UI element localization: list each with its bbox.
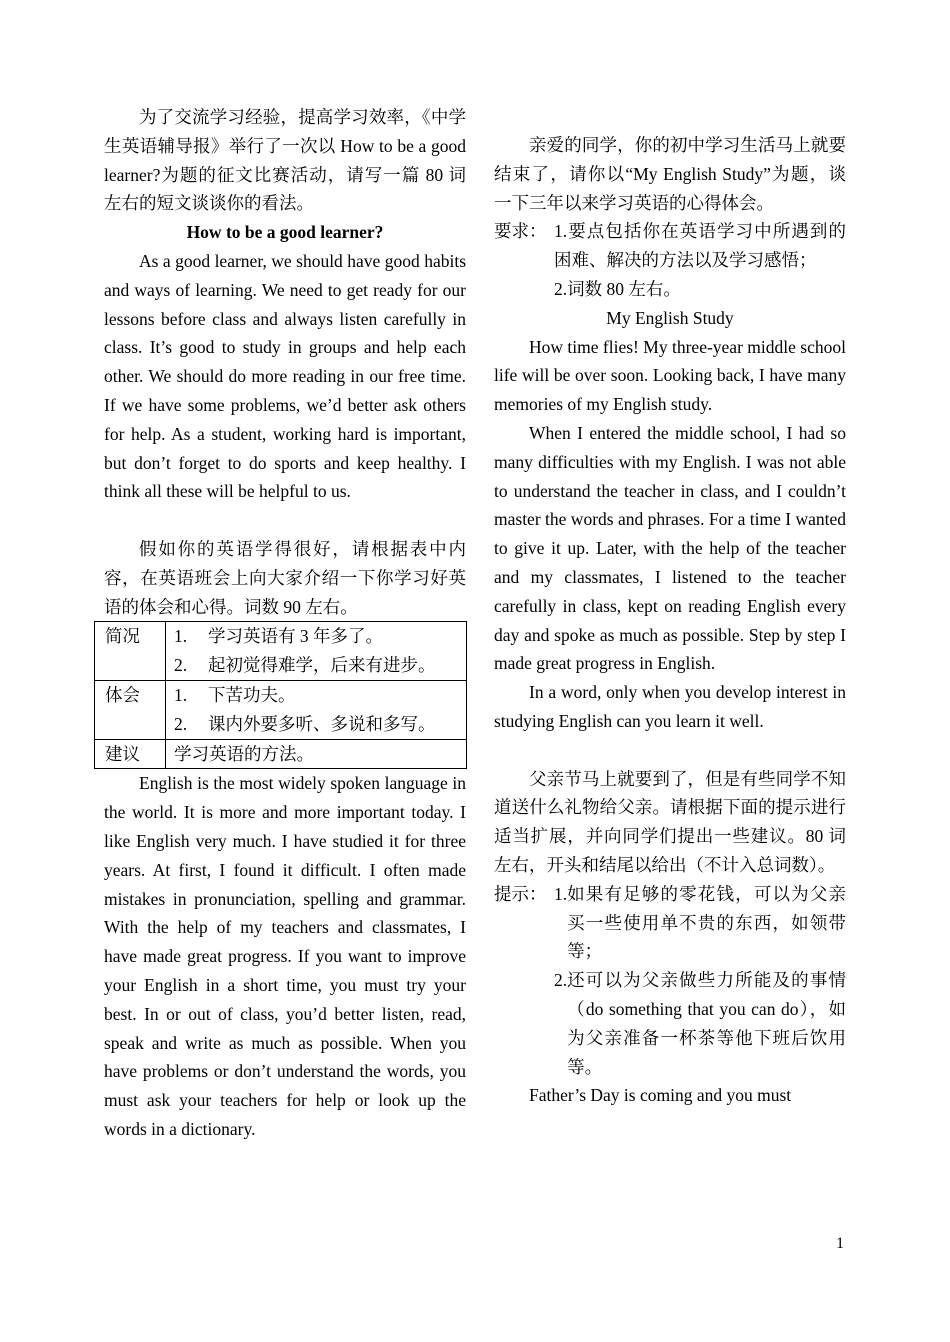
- essay-1-title: How to be a good learner?: [186, 222, 384, 243]
- table-cell: 1. 下苦功夫。 2. 课内外要多听、多说和多写。: [166, 680, 467, 739]
- prompt-2: 假如你的英语学得很好，请根据表中内容，在英语班会上向大家介绍一下你学习好英语的体会和心得。词数 90 左右。: [104, 538, 466, 617]
- table-head: 体会: [95, 680, 166, 739]
- essay-3-paragraph: How time flies! My three-year middle school life will be over soon. Looking back, I have many memories of my English study.: [494, 336, 846, 415]
- hint-item: 1. 如果有足够的零花钱，可以为父亲买一些使用单不贵的东西，如领带等；: [554, 883, 846, 962]
- table-head: 简况: [95, 622, 166, 681]
- table-row: [95, 680, 467, 739]
- hints: [494, 880, 846, 1082]
- prompt-1: 为了交流学习经验，提高学习效率，《中学生英语辅导报》举行了一次以 How to be a good learner?为题的征文比赛活动，请写一篇 80 词左右的短文谈谈你的看法。: [104, 107, 466, 214]
- page-number: 1: [836, 1235, 844, 1252]
- left-column: [104, 103, 466, 1144]
- requirement-item: 1.要点包括你在英语学习中所遇到的困难、解决的方法以及学习感悟；: [554, 221, 846, 271]
- essay-3-paragraph: In a word, only when you develop interest in studying English can you learn it well.: [494, 682, 846, 731]
- prompt-3: 亲爱的同学，你的初中学习生活马上就要结束了，请你以“My English Study”为题，谈一下三年以来学习英语的心得体会。: [494, 135, 846, 213]
- hint-item: 2. 还可以为父亲做些力所能及的事情（do something that you can do），如为父亲准备一杯茶等他下班后饮用等。: [554, 970, 846, 1077]
- essay-4-start: Father’s Day is coming and you must: [529, 1085, 792, 1106]
- table-row: [95, 622, 467, 681]
- requirements-label: 要求：: [494, 221, 547, 242]
- essay-1: As a good learner, we should have good habits and ways of learning. We need to get ready for our lessons before class and always listen carefully in class. It’s good to study in groups and help each other. We should do more reading in our free time. If we have some problems, we’d better ask others for help. As a student, working hard is important, but don’t forget to do sports and keep healthy. I think all these will be helpful to us.: [104, 250, 466, 502]
- requirement-item: 2.词数 80 左右。: [554, 278, 681, 299]
- table-cell: 学习英语的方法。: [166, 739, 467, 769]
- essay-2: English is the most widely spoken language in the world. It is more and more important today. I like English very much. I have studied it for three years. At first, I found it difficult. I often made mistakes in pronunciation, spelling and grammar. With the help of my teachers and classmates, I have made great progress. If you want to improve your English in a short time, you must try your best. In or out of class, you’d better listen, read, speak and write as much as possible. When you have problems or don’t understand the words, you must ask your teachers for help or look up the words in a dictionary.: [104, 773, 466, 1139]
- info-table: [94, 621, 467, 769]
- requirements: [494, 217, 846, 303]
- table-head: 建议: [95, 739, 166, 769]
- essay-3-paragraph: When I entered the middle school, I had so many difficulties with my English. I was not able to understand the teacher in class, and I couldn’t master the words and phrases. For a time I wanted to give it up. Later, with the help of the teacher and my classmates, I listened to the teacher carefully in class, kept on reading English every day and spoke as much as possible. Step by step I made great progress in English.: [494, 422, 846, 674]
- essay-3-title: My English Study: [606, 307, 734, 328]
- hints-label: 提示：: [494, 883, 547, 904]
- right-column: [494, 131, 846, 1110]
- prompt-4: 父亲节马上就要到了，但是有些同学不知道送什么礼物给父亲。请根据下面的提示进行适当扩展，并向同学们提出一些建议。80 词左右，开头和结尾以给出（不计入总词数）。: [494, 768, 846, 875]
- table-cell: 1. 学习英语有 3 年多了。 2. 起初觉得难学，后来有进步。: [166, 622, 467, 681]
- table-row: [95, 739, 467, 769]
